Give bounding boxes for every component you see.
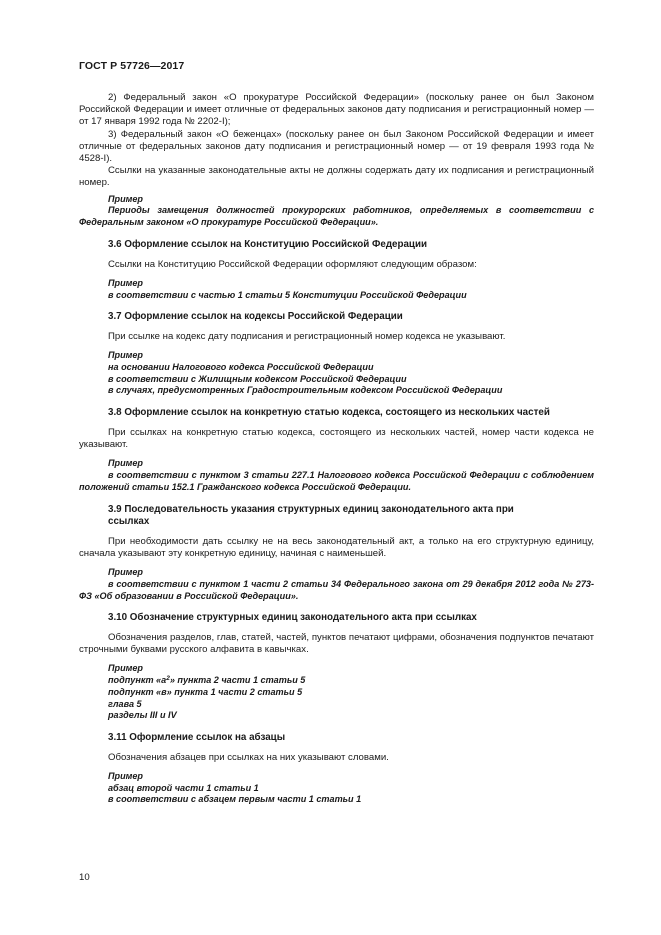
example-line: абзац второй части 1 статьи 1 — [108, 782, 259, 793]
example-label: Пример — [108, 193, 143, 204]
example-label: Пример — [108, 566, 143, 577]
example-line: в соответствии с абзацем первым части 1 статьи 1 — [108, 794, 362, 805]
section-text-3-6: Ссылки на Конституцию Российской Федерации оформляют следующим образом: — [108, 258, 477, 270]
section-text-3-7: При ссылке на кодекс дату подписания и регистрационный номер кодекса не указывают. — [108, 330, 506, 342]
section-text-3-11: Обозначения абзацев при ссылках на них указывают словами. — [108, 751, 389, 763]
example-line: в соответствии с Жилищным кодексом Российской Федерации — [108, 373, 407, 384]
section-text-3-10: Обозначения разделов, глав, статей, частей, пунктов печатают цифрами, обозначения подпунктов печатают строчными буквами русского алфавита в кавычках. — [79, 631, 594, 655]
example-line: подпункт «в» пункта 1 части 2 статьи 5 — [108, 686, 303, 697]
example-label: Пример — [108, 663, 143, 674]
example-line: в случаях, предусмотренных Градостроительным кодексом Российской Федерации — [108, 385, 503, 396]
example-text: в соответствии с пунктом 1 части 2 статьи 34 Федерального закона от 29 декабря 2012 года № 273-ФЗ «Об образовании в Российской Федерации». — [79, 578, 594, 601]
section-heading-3-7: 3.7 Оформление ссылок на кодексы Российской Федерации — [108, 311, 403, 323]
example-line: глава 5 — [108, 698, 142, 709]
section-heading-3-6: 3.6 Оформление ссылок на Конституцию Российской Федерации — [108, 239, 427, 251]
example-line: разделы III и IV — [108, 710, 177, 721]
intro-item-2: 2) Федеральный закон «О прокуратуре Российской Федерации» (поскольку ранее он был Законом Российской Федерации и имеет отличные от федеральных законов дату подписания и регистрационный номер — от 17 января 1992 года № 2202-I); — [79, 92, 594, 128]
example-line: подпункт «$а^2$» пункта 2 части 1 статьи 5 — [108, 675, 306, 685]
example-label: Пример — [108, 770, 143, 781]
example-line: в соответствии с частью 1 статьи 5 Конституции Российской Федерации — [108, 289, 467, 300]
section-heading-3-9: 3.9 Последовательность указания структурных единиц законодательного акта при ссылках — [108, 503, 514, 527]
example-text: в соответствии с пунктом 3 статьи 227.1 Налогового кодекса Российской Федерации с соблюдением положений статьи 152.1 Гражданского кодекса Российской Федерации. — [79, 469, 594, 492]
section-text-3-8: При ссылках на конкретную статью кодекса, состоящего из нескольких частей, номер части кодекса не указывают. — [79, 426, 594, 450]
intro-item-3: 3) Федеральный закон «О беженцах» (поскольку ранее он был Законом Российской Федерации и имеет отличные от федеральных законов дату подписания и регистрационный номер — от 19 февраля 1993 года № 4528-I). — [79, 128, 594, 165]
document-body — [79, 92, 594, 806]
example-line: на основании Налогового кодекса Российской Федерации — [108, 361, 374, 372]
intro-note: Ссылки на указанные законодательные акты не должны содержать дату их подписания и регистрационный номер. — [79, 165, 594, 189]
section-text-3-9: При необходимости дать ссылку не на весь законодательный акт, а только на его структурную единицу, сначала указывают эту конкретную единицу, начиная с наименьшей. — [79, 535, 594, 559]
section-heading-3-10: 3.10 Обозначение структурных единиц законодательного акта при ссылках — [108, 612, 477, 624]
section-heading-3-8: 3.8 Оформление ссылок на конкретную статью кодекса, состоящего из нескольких частей — [108, 407, 550, 419]
example-label: Пример — [108, 350, 143, 361]
example-label: Пример — [108, 277, 143, 288]
section-heading-3-11: 3.11 Оформление ссылок на абзацы — [108, 732, 286, 744]
page-number: 10 — [79, 872, 90, 883]
example-label: Пример — [108, 458, 143, 469]
document-header: ГОСТ Р 57726—2017 — [79, 60, 185, 72]
example-text: Периоды замещения должностей прокурорских работников, определяемых в соответствии с Федеральным законом «О прокуратуре Российской Федерации». — [79, 205, 594, 228]
